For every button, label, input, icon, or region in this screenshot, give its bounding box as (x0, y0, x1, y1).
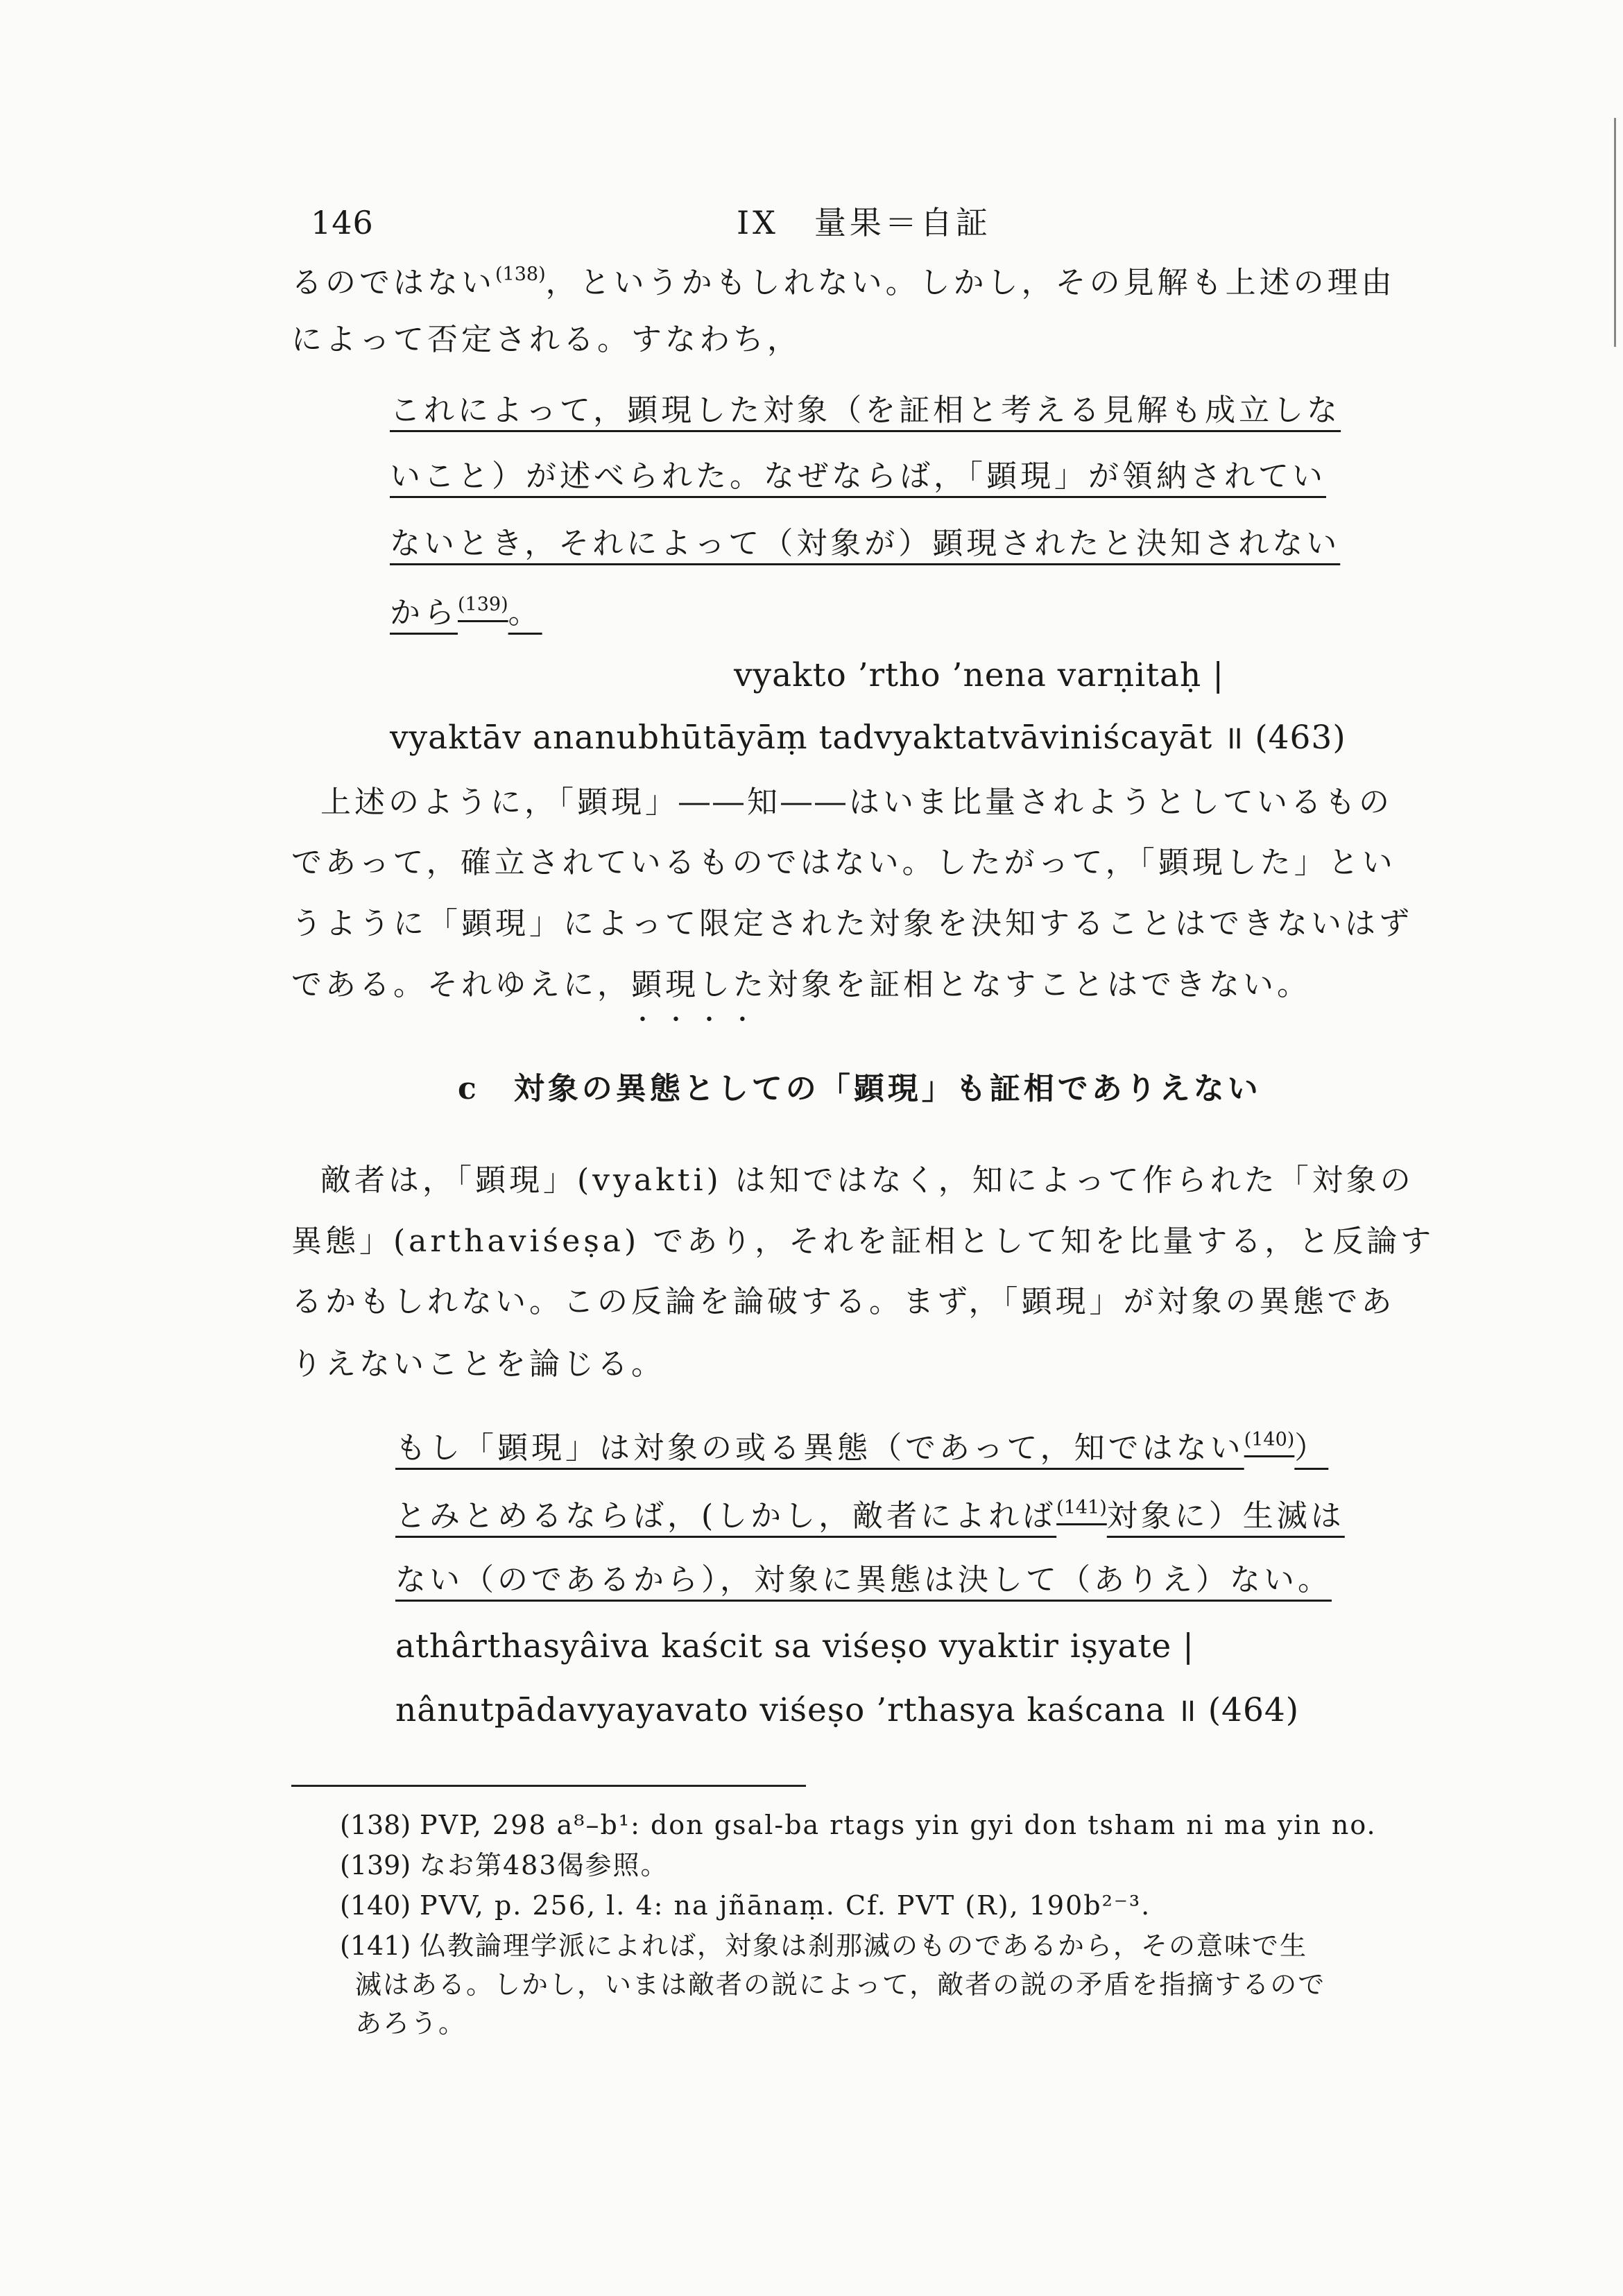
running-title: IX 量果＝自証 (737, 204, 991, 241)
footnote-ref: (139) (458, 594, 508, 615)
quote-line: これによって，顕現した対象（を証相と考える見解も成立しな (390, 393, 1341, 428)
quote-line: いこと）が述べられた。なぜならば，「顕現」が領納されてい (390, 459, 1326, 494)
footnote-rule (291, 1785, 806, 1787)
quote-line: ないとき，それによって（対象が）顕現されたと決知されない (390, 526, 1341, 561)
paragraph-line: 敵者は，「顕現」(vyakti) は知ではなく，知によって作られた「対象の (320, 1163, 1414, 1198)
sanskrit-verse-line: athârthasyâiva kaścit sa viśeṣo vyaktir iṣyate | (395, 1627, 1194, 1665)
footnote-ref: (141) (1056, 1497, 1107, 1518)
footnote: (141) 仏教論理学派によれば，対象は刹那滅のものであるから，その意味で生 (340, 1930, 1308, 1961)
paragraph-line: であって，確立されているものではない。したがって，「顕現した」とい (291, 845, 1396, 880)
footnote-continuation: あろう。 (355, 2008, 467, 2039)
footnote: (139) なお第483偈参照。 (340, 1850, 669, 1881)
page-edge-mark (1614, 118, 1616, 347)
sanskrit-verse-line: vyaktāv ananubhūtāyāṃ tadvyaktatvāviniścayāt ॥ (463) (390, 719, 1346, 757)
footnote-ref: (138) (495, 264, 546, 285)
sanskrit-verse-line: vyakto ’rtho ’nena varṇitaḥ | (734, 656, 1225, 694)
quote-line: ない（のであるから），対象に異態は決して（ありえ）ない。 (395, 1562, 1332, 1597)
footnote-ref: (140) (1244, 1429, 1295, 1450)
quote-line: から$^{(139)}$。 (390, 594, 542, 631)
footnote: (138) PVP, 298 a⁸–b¹: don gsal-ba rtags yin gyi don tsham ni ma yin no. (340, 1810, 1377, 1840)
paragraph-line: 上述のように，「顕現」――知――はいま比量されようとしているもの (320, 785, 1393, 820)
quote-line: もし「顕現」は対象の或る異態（であって，知ではない$^{(140)}$） (395, 1429, 1329, 1466)
paragraph-line: るかもしれない。この反論を論破する。まず，「顕現」が対象の異態であ (291, 1284, 1396, 1319)
paragraph-line: 異態」(arthaviśeṣa) であり，それを証相として知を比量する，と反論す (291, 1224, 1435, 1259)
paragraph-line: である。それゆえに，顕現した • • • •対象を証相となすことはできない。 (291, 970, 1311, 1000)
paragraph-line: によって否定される。すなわち， (291, 322, 801, 357)
paragraph-line: りえないことを論じる。 (291, 1346, 665, 1382)
footnote-continuation: 滅はある。しかし，いまは敵者の説によって，敵者の説の矛盾を指摘するので (355, 1969, 1326, 2000)
paragraph-line: うように「顕現」によって限定された対象を決知することはできないはず (291, 906, 1413, 941)
emphasis-dotted: 顕現した • • • • (631, 970, 767, 1000)
footnote: (140) PVV, p. 256, l. 4: na jñānaṃ. Cf. PVT (R), 190b²⁻³. (340, 1890, 1151, 1921)
section-heading: c 対象の異態としての「顕現」も証相でありえない (458, 1071, 1262, 1106)
page-number: 146 (311, 204, 374, 241)
quote-line: とみとめるならば，(しかし，敵者によれば$^{(141)}$対象に）生滅は (395, 1497, 1345, 1534)
sanskrit-verse-line: nânutpādavyayavato viśeṣo ’rthasya kaścana ॥ (464) (395, 1691, 1300, 1729)
paragraph-line: るのではない$^{(138)}$，というかもしれない。しかし，その見解も上述の理由 (291, 264, 1396, 300)
